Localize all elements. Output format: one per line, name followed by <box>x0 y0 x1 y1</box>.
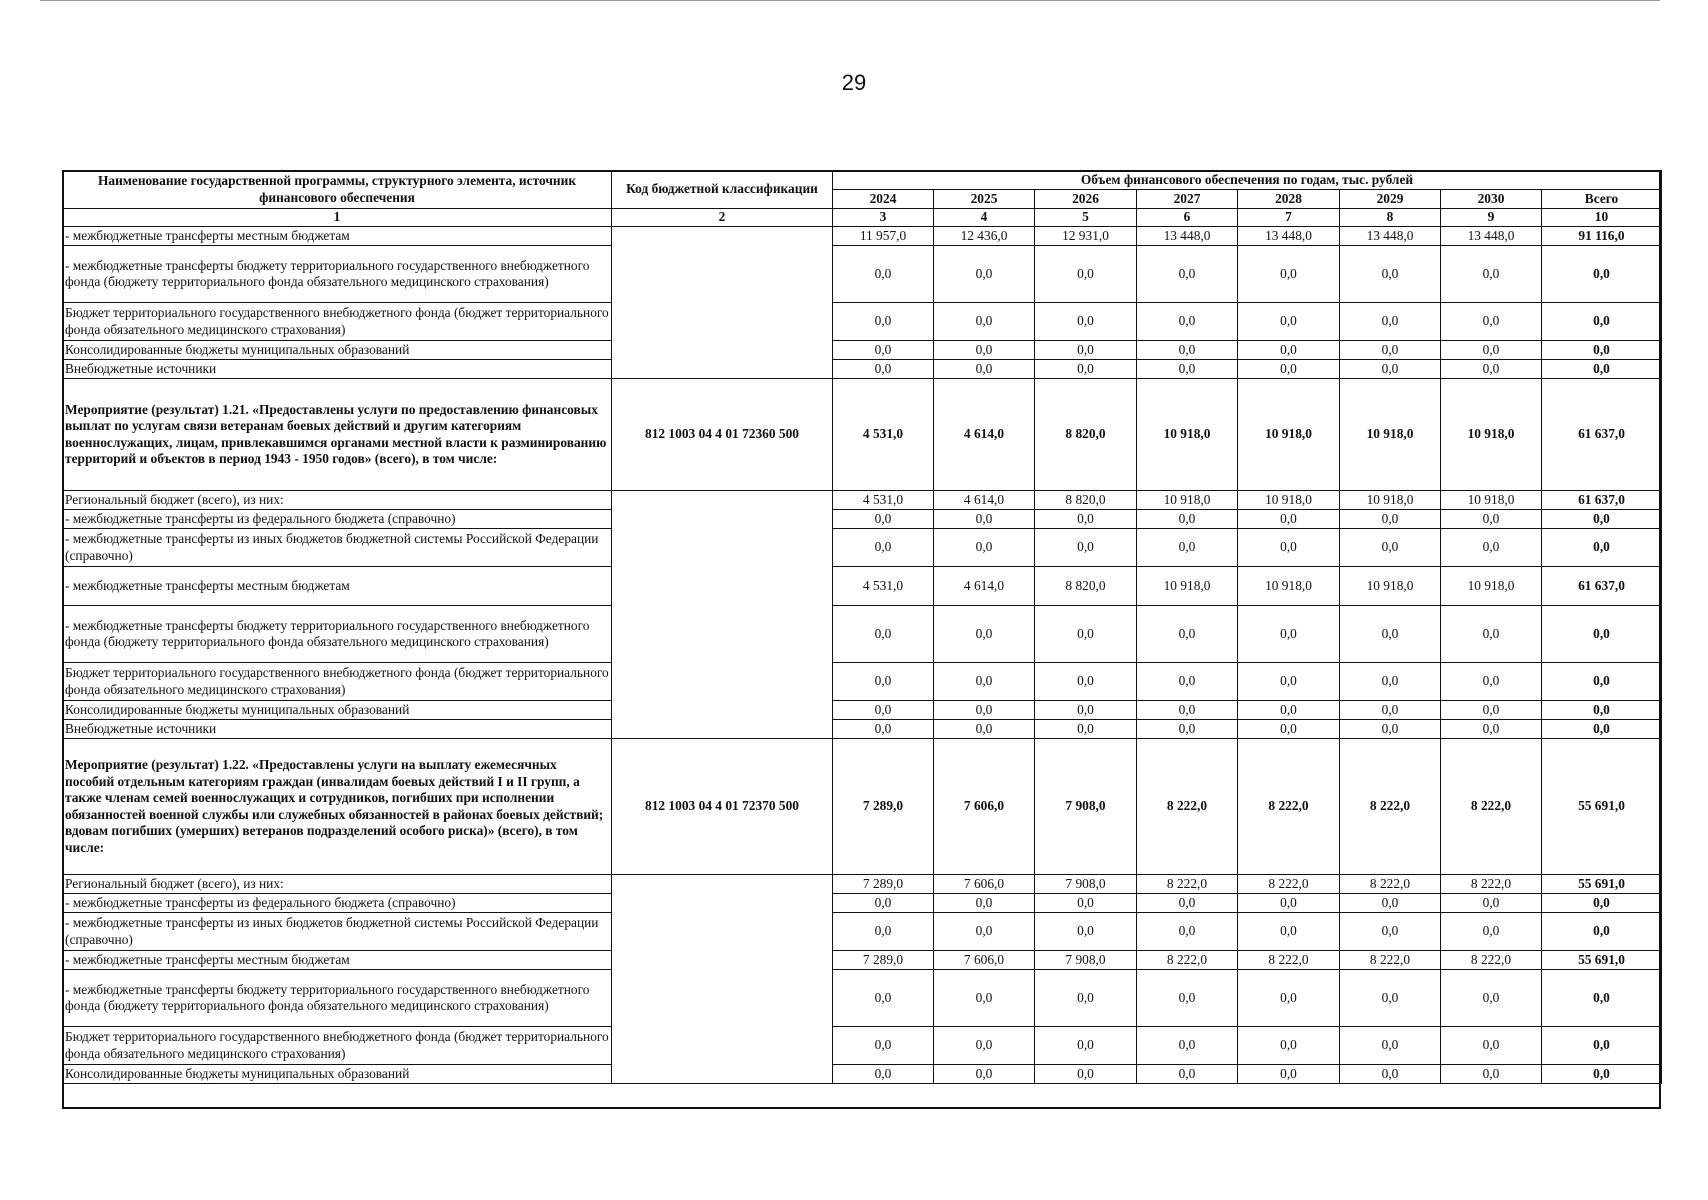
value-cell: 0,0 <box>934 1027 1035 1065</box>
value-cell: 0,0 <box>1238 303 1340 341</box>
value-cell: 8 222,0 <box>1137 951 1238 970</box>
value-cell: 0,0 <box>1441 663 1542 701</box>
value-cell: 0,0 <box>1035 510 1137 529</box>
total-cell: 0,0 <box>1542 1065 1662 1084</box>
value-cell: 0,0 <box>1035 894 1137 913</box>
row-name: - межбюджетные трансферты из иных бюджетов бюджетной системы Российской Федерации (справочно) <box>63 913 612 951</box>
value-cell: 0,0 <box>1441 913 1542 951</box>
value-cell: 8 222,0 <box>1238 875 1340 894</box>
value-cell: 0,0 <box>934 529 1035 567</box>
value-cell: 0,0 <box>1340 510 1441 529</box>
value-cell: 0,0 <box>1340 1065 1441 1084</box>
page-number: 29 <box>841 70 867 95</box>
value-cell: 10 918,0 <box>1238 379 1340 491</box>
top-rule <box>40 0 1660 1</box>
value-cell: 7 908,0 <box>1035 875 1137 894</box>
value-cell: 4 614,0 <box>934 491 1035 510</box>
value-cell: 0,0 <box>1340 360 1441 379</box>
table-row <box>63 1027 1662 1065</box>
value-cell: 0,0 <box>934 663 1035 701</box>
value-cell: 0,0 <box>1238 1027 1340 1065</box>
value-cell: 0,0 <box>1441 720 1542 739</box>
total-cell: 0,0 <box>1542 303 1662 341</box>
table-row <box>63 491 1662 510</box>
row-name: Региональный бюджет (всего), из них: <box>63 491 612 510</box>
row-name: Внебюджетные источники <box>63 360 612 379</box>
measure-name: Мероприятие (результат) 1.21. «Предоставлены услуги по предоставлению финансовых выплат по услугам связи ветеранам боевых действий и другим категориям военнослужащих, лицам, привлекавшимся органами местной власти к разминированию территорий и объектов в период 1943 - 1950 годов» (всего), в том числе: <box>63 379 612 491</box>
budget-code <box>612 875 833 1084</box>
budget-code: 812 1003 04 4 01 72370 500 <box>612 739 833 875</box>
total-cell: 0,0 <box>1542 246 1662 303</box>
value-cell: 0,0 <box>934 894 1035 913</box>
value-cell: 10 918,0 <box>1441 567 1542 606</box>
value-cell: 7 289,0 <box>833 875 934 894</box>
value-cell: 0,0 <box>833 720 934 739</box>
total-cell: 0,0 <box>1542 913 1662 951</box>
total-cell: 0,0 <box>1542 663 1662 701</box>
table-row <box>63 360 1662 379</box>
value-cell: 13 448,0 <box>1340 227 1441 246</box>
value-cell: 0,0 <box>833 360 934 379</box>
measure-name: Мероприятие (результат) 1.22. «Предоставлены услуги на выплату ежемесячных пособий отдельным категориям граждан (инвалидам боевых действий I и II групп, а также членам семей военнослужащих и сотрудников, погибших при исполнении обязанностей военной службы или служебных обязанностей в районах боевых действий; вдовам погибших (умерших) ветеранов подразделений особого риска)» (всего), в том числе: <box>63 739 612 875</box>
value-cell: 0,0 <box>1340 529 1441 567</box>
header-year: 2029 <box>1340 190 1441 209</box>
value-cell: 8 222,0 <box>1137 875 1238 894</box>
value-cell: 0,0 <box>934 1065 1035 1084</box>
value-cell: 0,0 <box>934 720 1035 739</box>
value-cell: 0,0 <box>1238 246 1340 303</box>
value-cell: 11 957,0 <box>833 227 934 246</box>
row-name: - межбюджетные трансферты местным бюджетам <box>63 951 612 970</box>
value-cell: 0,0 <box>934 510 1035 529</box>
value-cell: 0,0 <box>1137 360 1238 379</box>
value-cell: 0,0 <box>1340 701 1441 720</box>
value-cell: 0,0 <box>1441 1027 1542 1065</box>
index-cell: 9 <box>1441 209 1542 227</box>
row-name: Консолидированные бюджеты муниципальных образований <box>63 1065 612 1084</box>
value-cell: 0,0 <box>833 701 934 720</box>
value-cell: 13 448,0 <box>1137 227 1238 246</box>
row-name: - межбюджетные трансферты из федерального бюджета (справочно) <box>63 894 612 913</box>
value-cell: 0,0 <box>1035 720 1137 739</box>
value-cell: 0,0 <box>1137 663 1238 701</box>
value-cell: 8 820,0 <box>1035 379 1137 491</box>
value-cell: 0,0 <box>1441 970 1542 1027</box>
value-cell: 0,0 <box>1238 529 1340 567</box>
table-row <box>63 341 1662 360</box>
value-cell: 0,0 <box>1137 913 1238 951</box>
value-cell: 0,0 <box>934 303 1035 341</box>
header-code: Код бюджетной классификации <box>612 171 833 209</box>
value-cell: 8 222,0 <box>1340 875 1441 894</box>
value-cell: 0,0 <box>1238 606 1340 663</box>
table-row <box>63 739 1662 875</box>
value-cell: 8 222,0 <box>1441 739 1542 875</box>
total-cell: 0,0 <box>1542 341 1662 360</box>
value-cell: 0,0 <box>1340 663 1441 701</box>
row-name: Бюджет территориального государственного внебюджетного фонда (бюджет территориального фонда обязательного медицинского страхования) <box>63 1027 612 1065</box>
table-row <box>63 720 1662 739</box>
value-cell: 4 614,0 <box>934 567 1035 606</box>
value-cell: 0,0 <box>1441 303 1542 341</box>
table-row <box>63 529 1662 567</box>
value-cell: 0,0 <box>934 913 1035 951</box>
value-cell: 4 531,0 <box>833 379 934 491</box>
value-cell: 0,0 <box>1238 894 1340 913</box>
value-cell: 0,0 <box>833 303 934 341</box>
row-name: Консолидированные бюджеты муниципальных образований <box>63 341 612 360</box>
value-cell: 0,0 <box>1340 894 1441 913</box>
value-cell: 0,0 <box>833 246 934 303</box>
value-cell: 0,0 <box>833 510 934 529</box>
value-cell: 10 918,0 <box>1441 379 1542 491</box>
value-cell: 8 222,0 <box>1441 875 1542 894</box>
row-name: - межбюджетные трансферты местным бюджетам <box>63 567 612 606</box>
value-cell: 0,0 <box>934 701 1035 720</box>
value-cell: 10 918,0 <box>1137 491 1238 510</box>
row-name: - межбюджетные трансферты бюджету территориального государственного внебюджетного фонда (бюджету территориального фонда обязательного медицинского страхования) <box>63 246 612 303</box>
value-cell: 7 606,0 <box>934 951 1035 970</box>
value-cell: 0,0 <box>1238 341 1340 360</box>
budget-code: 812 1003 04 4 01 72360 500 <box>612 379 833 491</box>
total-cell: 0,0 <box>1542 529 1662 567</box>
value-cell: 0,0 <box>934 606 1035 663</box>
table-row <box>63 913 1662 951</box>
total-cell: 61 637,0 <box>1542 491 1662 510</box>
value-cell: 0,0 <box>1340 1027 1441 1065</box>
value-cell: 10 918,0 <box>1340 491 1441 510</box>
value-cell: 7 908,0 <box>1035 951 1137 970</box>
value-cell: 0,0 <box>1035 606 1137 663</box>
value-cell: 0,0 <box>1238 360 1340 379</box>
total-cell: 0,0 <box>1542 606 1662 663</box>
index-cell: 3 <box>833 209 934 227</box>
value-cell: 8 222,0 <box>1441 951 1542 970</box>
value-cell: 8 222,0 <box>1340 951 1441 970</box>
row-name: - межбюджетные трансферты местным бюджетам <box>63 227 612 246</box>
value-cell: 10 918,0 <box>1238 567 1340 606</box>
row-name: Консолидированные бюджеты муниципальных образований <box>63 701 612 720</box>
value-cell: 0,0 <box>1035 701 1137 720</box>
value-cell: 0,0 <box>934 970 1035 1027</box>
total-cell: 55 691,0 <box>1542 951 1662 970</box>
value-cell: 10 918,0 <box>1137 379 1238 491</box>
total-cell: 61 637,0 <box>1542 379 1662 491</box>
table-row <box>63 1065 1662 1084</box>
index-cell: 6 <box>1137 209 1238 227</box>
row-name: Внебюджетные источники <box>63 720 612 739</box>
value-cell: 0,0 <box>1137 701 1238 720</box>
value-cell: 7 606,0 <box>934 739 1035 875</box>
header-year: 2030 <box>1441 190 1542 209</box>
value-cell: 0,0 <box>833 913 934 951</box>
value-cell: 0,0 <box>833 663 934 701</box>
value-cell: 0,0 <box>1035 529 1137 567</box>
value-cell: 0,0 <box>1441 701 1542 720</box>
value-cell: 7 908,0 <box>1035 739 1137 875</box>
value-cell: 0,0 <box>833 529 934 567</box>
header-year: 2028 <box>1238 190 1340 209</box>
value-cell: 0,0 <box>1035 360 1137 379</box>
value-cell: 0,0 <box>1441 529 1542 567</box>
budget-code <box>612 491 833 739</box>
value-cell: 7 606,0 <box>934 875 1035 894</box>
row-name: - межбюджетные трансферты из федерального бюджета (справочно) <box>63 510 612 529</box>
value-cell: 0,0 <box>1441 606 1542 663</box>
index-cell: 8 <box>1340 209 1441 227</box>
index-cell: 1 <box>63 209 612 227</box>
table-row <box>63 701 1662 720</box>
value-cell: 0,0 <box>934 246 1035 303</box>
header-year: 2024 <box>833 190 934 209</box>
value-cell: 12 931,0 <box>1035 227 1137 246</box>
value-cell: 0,0 <box>833 1065 934 1084</box>
value-cell: 8 820,0 <box>1035 567 1137 606</box>
value-cell: 8 820,0 <box>1035 491 1137 510</box>
value-cell: 0,0 <box>1441 510 1542 529</box>
table-row <box>63 510 1662 529</box>
value-cell: 4 531,0 <box>833 567 934 606</box>
value-cell: 0,0 <box>1441 341 1542 360</box>
value-cell: 8 222,0 <box>1340 739 1441 875</box>
value-cell: 0,0 <box>833 606 934 663</box>
table-row <box>63 951 1662 970</box>
value-cell: 0,0 <box>1340 720 1441 739</box>
total-cell: 61 637,0 <box>1542 567 1662 606</box>
value-cell: 0,0 <box>1137 510 1238 529</box>
header-total: Всего <box>1542 190 1662 209</box>
value-cell: 0,0 <box>1137 341 1238 360</box>
table-row <box>63 246 1662 303</box>
value-cell: 0,0 <box>1340 246 1441 303</box>
value-cell: 0,0 <box>1035 1065 1137 1084</box>
value-cell: 10 918,0 <box>1238 491 1340 510</box>
value-cell: 0,0 <box>833 1027 934 1065</box>
value-cell: 0,0 <box>1340 341 1441 360</box>
value-cell: 0,0 <box>1137 970 1238 1027</box>
row-name: Региональный бюджет (всего), из них: <box>63 875 612 894</box>
value-cell: 0,0 <box>833 970 934 1027</box>
total-cell: 0,0 <box>1542 510 1662 529</box>
value-cell: 10 918,0 <box>1441 491 1542 510</box>
value-cell: 13 448,0 <box>1238 227 1340 246</box>
value-cell: 0,0 <box>1238 510 1340 529</box>
table-row <box>63 379 1662 491</box>
row-name: - межбюджетные трансферты бюджету территориального государственного внебюджетного фонда (бюджету территориального фонда обязательного медицинского страхования) <box>63 606 612 663</box>
total-cell: 0,0 <box>1542 970 1662 1027</box>
value-cell: 0,0 <box>1137 1065 1238 1084</box>
value-cell: 0,0 <box>1238 1065 1340 1084</box>
value-cell: 0,0 <box>1441 1065 1542 1084</box>
table-row <box>63 227 1662 246</box>
total-cell: 55 691,0 <box>1542 739 1662 875</box>
financing-table <box>62 170 1662 1084</box>
value-cell: 0,0 <box>1137 606 1238 663</box>
row-name: Бюджет территориального государственного внебюджетного фонда (бюджет территориального фонда обязательного медицинского страхования) <box>63 663 612 701</box>
table-row <box>63 567 1662 606</box>
value-cell: 0,0 <box>1137 529 1238 567</box>
total-cell: 0,0 <box>1542 720 1662 739</box>
value-cell: 0,0 <box>1035 913 1137 951</box>
value-cell: 0,0 <box>1340 913 1441 951</box>
index-cell: 10 <box>1542 209 1662 227</box>
table-row <box>63 663 1662 701</box>
value-cell: 0,0 <box>833 341 934 360</box>
table-row <box>63 875 1662 894</box>
value-cell: 0,0 <box>1035 663 1137 701</box>
header-year: 2025 <box>934 190 1035 209</box>
total-cell: 0,0 <box>1542 360 1662 379</box>
value-cell: 0,0 <box>934 360 1035 379</box>
table-row <box>63 970 1662 1027</box>
value-cell: 0,0 <box>1238 720 1340 739</box>
value-cell: 0,0 <box>1137 894 1238 913</box>
index-cell: 2 <box>612 209 833 227</box>
header-volume: Объем финансового обеспечения по годам, тыс. рублей <box>833 171 1662 190</box>
value-cell: 0,0 <box>1238 913 1340 951</box>
total-cell: 0,0 <box>1542 894 1662 913</box>
value-cell: 8 222,0 <box>1137 739 1238 875</box>
value-cell: 0,0 <box>1340 303 1441 341</box>
total-cell: 91 116,0 <box>1542 227 1662 246</box>
value-cell: 13 448,0 <box>1441 227 1542 246</box>
value-cell: 10 918,0 <box>1340 379 1441 491</box>
header-year: 2026 <box>1035 190 1137 209</box>
value-cell: 0,0 <box>1340 606 1441 663</box>
value-cell: 8 222,0 <box>1238 739 1340 875</box>
value-cell: 0,0 <box>934 341 1035 360</box>
table-row <box>63 894 1662 913</box>
value-cell: 0,0 <box>1137 1027 1238 1065</box>
value-cell: 0,0 <box>1238 970 1340 1027</box>
value-cell: 0,0 <box>1441 894 1542 913</box>
value-cell: 0,0 <box>833 894 934 913</box>
value-cell: 10 918,0 <box>1137 567 1238 606</box>
header-year: 2027 <box>1137 190 1238 209</box>
value-cell: 4 531,0 <box>833 491 934 510</box>
value-cell: 0,0 <box>1137 246 1238 303</box>
index-cell: 4 <box>934 209 1035 227</box>
value-cell: 0,0 <box>1238 701 1340 720</box>
value-cell: 0,0 <box>1137 303 1238 341</box>
budget-code <box>612 227 833 379</box>
row-name: - межбюджетные трансферты из иных бюджетов бюджетной системы Российской Федерации (справочно) <box>63 529 612 567</box>
value-cell: 0,0 <box>1035 341 1137 360</box>
value-cell: 8 222,0 <box>1238 951 1340 970</box>
value-cell: 10 918,0 <box>1340 567 1441 606</box>
table-row <box>63 606 1662 663</box>
value-cell: 0,0 <box>1238 663 1340 701</box>
value-cell: 0,0 <box>1035 246 1137 303</box>
index-cell: 5 <box>1035 209 1137 227</box>
value-cell: 0,0 <box>1035 970 1137 1027</box>
value-cell: 7 289,0 <box>833 951 934 970</box>
total-cell: 0,0 <box>1542 701 1662 720</box>
value-cell: 0,0 <box>1035 303 1137 341</box>
value-cell: 0,0 <box>1137 720 1238 739</box>
value-cell: 4 614,0 <box>934 379 1035 491</box>
index-cell: 7 <box>1238 209 1340 227</box>
value-cell: 12 436,0 <box>934 227 1035 246</box>
value-cell: 0,0 <box>1441 360 1542 379</box>
total-cell: 0,0 <box>1542 1027 1662 1065</box>
value-cell: 0,0 <box>1035 1027 1137 1065</box>
table-row <box>63 303 1662 341</box>
value-cell: 7 289,0 <box>833 739 934 875</box>
row-name: - межбюджетные трансферты бюджету территориального государственного внебюджетного фонда (бюджету территориального фонда обязательного медицинского страхования) <box>63 970 612 1027</box>
header-name: Наименование государственной программы, структурного элемента, источник финансового обеспечения <box>63 171 612 209</box>
total-cell: 55 691,0 <box>1542 875 1662 894</box>
row-name: Бюджет территориального государственного внебюджетного фонда (бюджет территориального фонда обязательного медицинского страхования) <box>63 303 612 341</box>
value-cell: 0,0 <box>1441 246 1542 303</box>
value-cell: 0,0 <box>1340 970 1441 1027</box>
